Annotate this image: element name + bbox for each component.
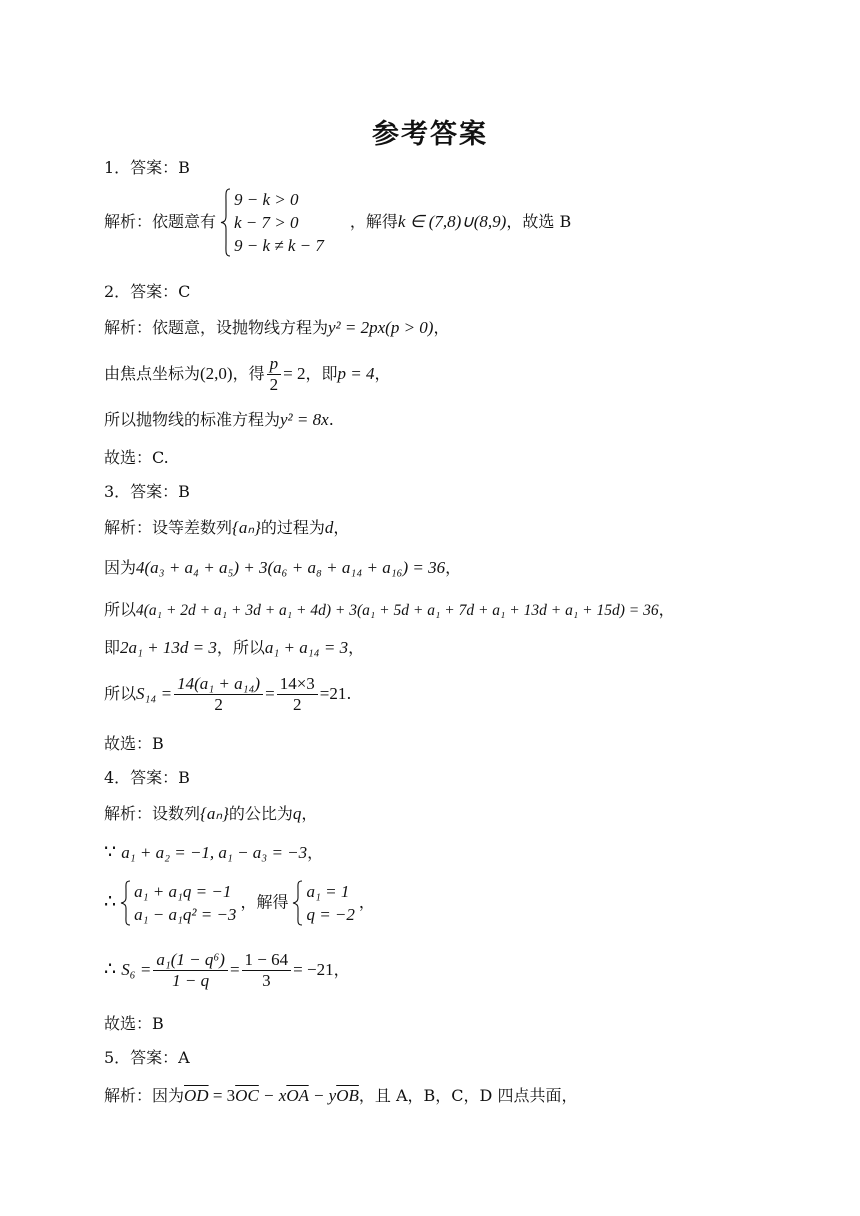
q3-l1-b: 的过程为 [260, 518, 325, 537]
q4-frac1-den: 1 − q [172, 971, 210, 990]
q2-frac-den: 2 [269, 375, 279, 394]
q4-frac1-num: a₁(1 − q⁶) [153, 950, 228, 971]
q3-line-3 [104, 600, 675, 621]
q4-l1-a: 解析：设数列 [104, 804, 201, 823]
q2-line-3 [104, 410, 334, 430]
q4-l4-result: = −21 [293, 960, 334, 979]
q3-l4-math-1: 2a₁ + 13d = 3 [120, 638, 217, 657]
q3-fraction-1 [174, 674, 263, 715]
q5-l1-a: 解析：因为 [104, 1086, 185, 1105]
page-title: 参考答案 [372, 119, 488, 150]
q5-eq: = 3 [208, 1086, 236, 1105]
q3-l3-end: ， [658, 600, 675, 619]
q1-sys-row-3: 9 − k ≠ k − 7 [234, 236, 324, 255]
q3-fraction-2 [277, 674, 318, 715]
q3-l5-result: =21 [319, 684, 347, 703]
q4-system-2 [292, 880, 354, 926]
q2-l1-text: 解析：依题意，设抛物线方程为 [104, 318, 329, 337]
q4-fraction-2 [242, 950, 292, 991]
q4-system-1 [120, 880, 236, 926]
q4-line-3 [104, 880, 375, 926]
q3-l3-math: 4(a₁ + 2d + a₁ + 3d + a₁ + 4d) + 3(a₁ + 5d + a₁ + 7d + a₁ + 13d + a₁ + 15d) = 36 [136, 602, 659, 619]
q4-l4-lhs: S₆ = [121, 960, 152, 979]
q4-choice: 故选：B [104, 1014, 164, 1033]
q2-l1-math: y² = 2px(p > 0) [328, 318, 434, 337]
q1-result: k ∈ (7,8)∪(8,9) [397, 212, 507, 231]
q4-sys2-row-2: q = −2 [306, 905, 355, 924]
q3-choice: 故选：B [104, 734, 164, 753]
q4-sys2-row-1: a₁ = 1 [306, 882, 350, 901]
q4-l4-eq: = [229, 960, 240, 979]
q4-l4-end: ， [333, 960, 350, 979]
q3-l5-lhs: S₁₄ = [136, 684, 173, 703]
q1-sys-row-1: 9 − k > 0 [234, 190, 299, 209]
q3-l2-end: ， [445, 558, 462, 577]
q5-l1-b: ，且 A，B，C，D 四点共面， [358, 1086, 578, 1105]
q3-line-4 [104, 638, 364, 658]
q2-line-1 [104, 318, 449, 338]
q3-l4-a: 即 [104, 638, 121, 657]
q3-l2-math: 4(a₃ + a₄ + a₅) + 3(a₆ + a₈ + a₁₄ + a₁₆) = 36 [136, 558, 446, 577]
q4-line-1 [104, 804, 317, 824]
q1-end: ，故选 B [506, 212, 572, 231]
q2-fraction [267, 354, 282, 395]
q4-l1-b: 的公比为 [228, 804, 293, 823]
q3-l4-end: ， [348, 638, 365, 657]
q3-frac1-num: 14(a₁ + a₁₄) [174, 674, 263, 695]
q2-l3-end: . [328, 410, 334, 429]
q3-l3-a: 所以 [104, 600, 137, 619]
q1-system [220, 188, 324, 257]
q3-l5-eq: = [265, 684, 275, 703]
q1-mid: ，解得 [349, 212, 398, 231]
q3-l1-set: {aₙ} [232, 518, 261, 537]
vector-ob: $\overline{OB}$ [336, 1086, 359, 1105]
q3-line-1 [104, 518, 349, 538]
q4-frac2-num: 1 − 64 [242, 950, 292, 971]
q2-frac-num: p [267, 354, 282, 375]
q3-line-5 [104, 674, 351, 715]
q4-fraction-1 [153, 950, 228, 991]
q5-line-1 [104, 1086, 577, 1106]
brace-icon [120, 880, 132, 926]
q4-l2-math: a₁ + a₂ = −1, a₁ − a₃ = −3 [121, 843, 308, 862]
q5-minus-y: − y [308, 1086, 337, 1105]
q3-l1-d: d [324, 518, 334, 537]
therefore-symbol: ∴ [104, 890, 117, 913]
q4-frac2-den: 3 [262, 971, 271, 990]
q4-l1-end: ， [301, 804, 318, 823]
q2-l3-math: y² = 8x [280, 410, 329, 429]
q5-answer: 5．答案：A [104, 1048, 190, 1067]
q3-frac2-num: 14×3 [277, 674, 318, 695]
q2-l1-end: ， [433, 318, 450, 337]
q3-l4-math-2: a₁ + a₁₄ = 3 [264, 638, 349, 657]
q2-l2-a: 由焦点坐标为 [104, 364, 201, 383]
q3-frac2-den: 2 [292, 695, 302, 714]
q2-answer: 2．答案：C [104, 282, 191, 301]
q4-line-4 [104, 950, 350, 991]
q4-l2-end: ， [307, 843, 324, 862]
q4-l3-mid: ，解得 [240, 892, 289, 912]
q2-choice: 故选：C. [104, 448, 169, 467]
q3-answer: 3．答案：B [104, 482, 190, 501]
q2-l2-c: ，即 [305, 364, 338, 383]
q3-l5-a: 所以 [104, 684, 137, 703]
vector-oa: $\overline{OA}$ [286, 1086, 309, 1105]
brace-icon [220, 188, 232, 257]
q4-sys1-row-1: a₁ + a₁q = −1 [134, 882, 232, 901]
q4-answer: 4．答案：B [104, 768, 190, 787]
q2-l2-point: (2,0) [200, 364, 233, 383]
q1-answer: 1．答案：B [104, 158, 190, 177]
q3-l4-b: ，所以 [216, 638, 265, 657]
q3-line-2 [104, 558, 461, 578]
q1-intro: 解析：依题意有 [104, 212, 217, 231]
q4-l3-end: ， [358, 892, 375, 912]
q4-l1-set: {aₙ} [200, 804, 229, 823]
therefore-symbol: ∴ [104, 958, 117, 980]
q2-line-2 [104, 354, 390, 395]
q2-l2-p: p = 4 [337, 364, 375, 383]
q3-l5-end: . [346, 684, 352, 703]
q4-l1-q: q [292, 804, 302, 823]
q2-l2-eq: = 2 [283, 364, 306, 383]
q4-line-2 [104, 842, 323, 863]
q1-analysis [104, 188, 571, 257]
vector-oc: $\overline{OC}$ [235, 1086, 259, 1105]
q3-l1-end: ， [333, 518, 350, 537]
q3-l1-a: 解析：设等差数列 [104, 518, 233, 537]
brace-icon [292, 880, 304, 926]
q3-l2-a: 因为 [104, 558, 137, 577]
vector-od: $\overline{OD}$ [184, 1086, 209, 1105]
q4-sys1-row-2: a₁ − a₁q² = −3 [134, 905, 237, 924]
q2-l3-text: 所以抛物线的标准方程为 [104, 410, 281, 429]
q2-l2-b: ，得 [232, 364, 265, 383]
q2-l2-end: ， [374, 364, 391, 383]
q1-sys-row-2: k − 7 > 0 [234, 213, 299, 232]
q3-frac1-den: 2 [214, 695, 223, 714]
q5-minus-x: − x [258, 1086, 287, 1105]
because-symbol: ∵ [104, 841, 117, 863]
